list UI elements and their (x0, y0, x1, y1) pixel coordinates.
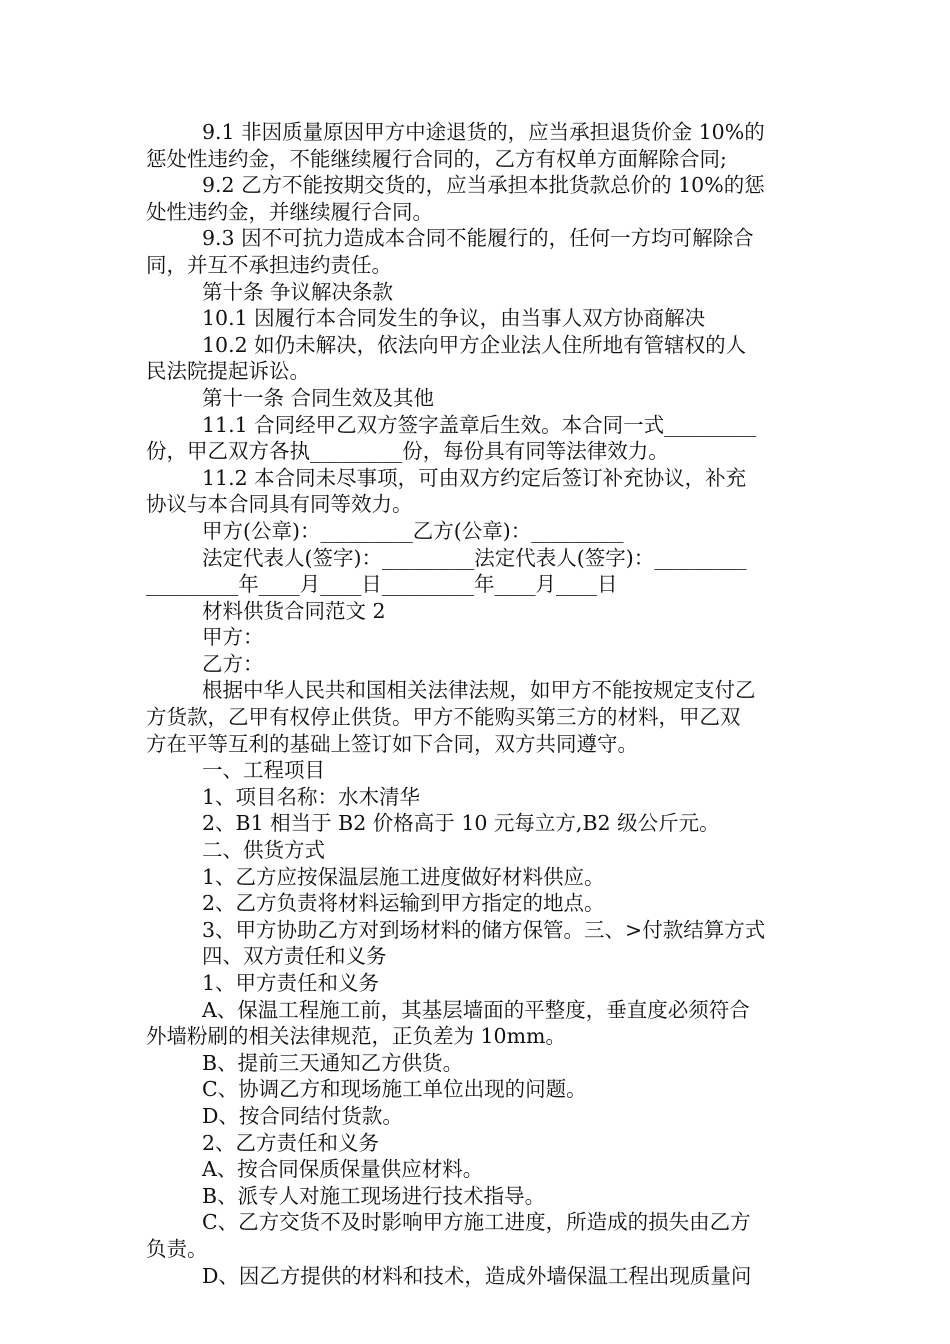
document-line: 甲方： (202, 625, 264, 650)
document-line: 11.1 合同经甲乙双方签字盖章后生效。本合同一式_________ (202, 412, 757, 437)
document-line: 一、工程项目 (202, 758, 325, 783)
document-line: 2、乙方负责将材料运输到甲方指定的地点。 (202, 891, 605, 916)
document-line: D、因乙方提供的材料和技术，造成外墙保温工程出现质量问 (202, 1263, 752, 1288)
document-line: 10.1 因履行本合同发生的争议，由当事人双方协商解决 (202, 306, 706, 331)
document-line: 1、甲方责任和义务 (202, 971, 380, 995)
document-line: C、乙方交货不及时影响甲方施工进度，所造成的损失由乙方 (202, 1210, 751, 1235)
document-line: 二、供货方式 (202, 838, 325, 863)
document-line: 同，并互不承担违约责任。 (146, 252, 392, 277)
document-line: 9.2 乙方不能按期交货的，应当承担本批货款总价的 10%的惩 (202, 173, 765, 198)
document-line: 第十一条 合同生效及其他 (202, 385, 435, 410)
document-line: C、协调乙方和现场施工单位出现的问题。 (202, 1077, 587, 1102)
document-line: 协议与本合同具有同等效力。 (146, 492, 413, 517)
document-line: 3、甲方协助乙方对到场材料的储方保管。三、>付款结算方式 (202, 917, 766, 942)
document-line: B、提前三天通知乙方供货。 (202, 1050, 464, 1075)
document-line: 9.1 非因质量原因甲方中途退货的，应当承担退货价金 10%的 (202, 120, 765, 144)
document-line: 2、B1 相当于 B2 价格高于 10 元每立方,B2 级公斤元。 (202, 811, 720, 836)
document-line: 9.3 因不可抗力造成本合同不能履行的，任何一方均可解除合 (202, 226, 754, 251)
document-line: 10.2 如仍未解决，依法向甲方企业法人住所地有管辖权的人 (202, 332, 747, 357)
document-line: 材料供货合同范文 2 (202, 598, 386, 623)
document-line: 方在平等互利的基础上签订如下合同，双方共同遵守。 (146, 731, 638, 756)
document-line: B、派专人对施工现场进行技术指导。 (202, 1183, 546, 1208)
document-line: 11.2 本合同未尽事项，可由双方约定后签订补充协议，补充 (202, 465, 747, 490)
document-line: 份，甲乙双方各执_________份，每份具有同等法律效力。 (146, 439, 669, 464)
document-line: D、按合同结付货款。 (202, 1103, 403, 1128)
document-line: A、按合同保质保量供应材料。 (202, 1157, 484, 1182)
document-line: _________年____月____日_________年____月____日 (146, 572, 618, 597)
document-line: 四、双方责任和义务 (202, 944, 387, 969)
document-line: 1、项目名称：水木清华 (202, 784, 421, 809)
document-line: 法定代表人(签字)：_________法定代表人(签字)：_________ (202, 545, 747, 570)
document-line: 惩处性违约金，不能继续履行合同的，乙方有权单方面解除合同; (146, 146, 727, 171)
document-body (146, 119, 806, 1289)
document-line: 处性违约金，并继续履行合同。 (146, 199, 433, 224)
document-line: 1、乙方应按保温层施工进度做好材料供应。 (202, 864, 605, 889)
document-line: 2、乙方责任和义务 (202, 1130, 380, 1155)
document-line: 第十条 争议解决条款 (202, 279, 394, 304)
document-line: 方货款，乙甲有权停止供货。甲方不能购买第三方的材料，甲乙双 (146, 705, 741, 730)
document-line: 负责。 (146, 1236, 208, 1261)
document-line: 乙方： (202, 651, 264, 676)
document-line: A、保温工程施工前，其基层墙面的平整度，垂直度必须符合 (202, 997, 750, 1022)
document-line: 甲方(公章)：_________乙方(公章)：_________ (202, 518, 624, 543)
document-line: 根据中华人民共和国相关法律法规，如甲方不能按规定支付乙 (202, 678, 756, 703)
document-line: 民法院提起诉讼。 (146, 359, 310, 384)
document-line: 外墙粉刷的相关法律规范，正负差为 10mm。 (146, 1024, 566, 1049)
